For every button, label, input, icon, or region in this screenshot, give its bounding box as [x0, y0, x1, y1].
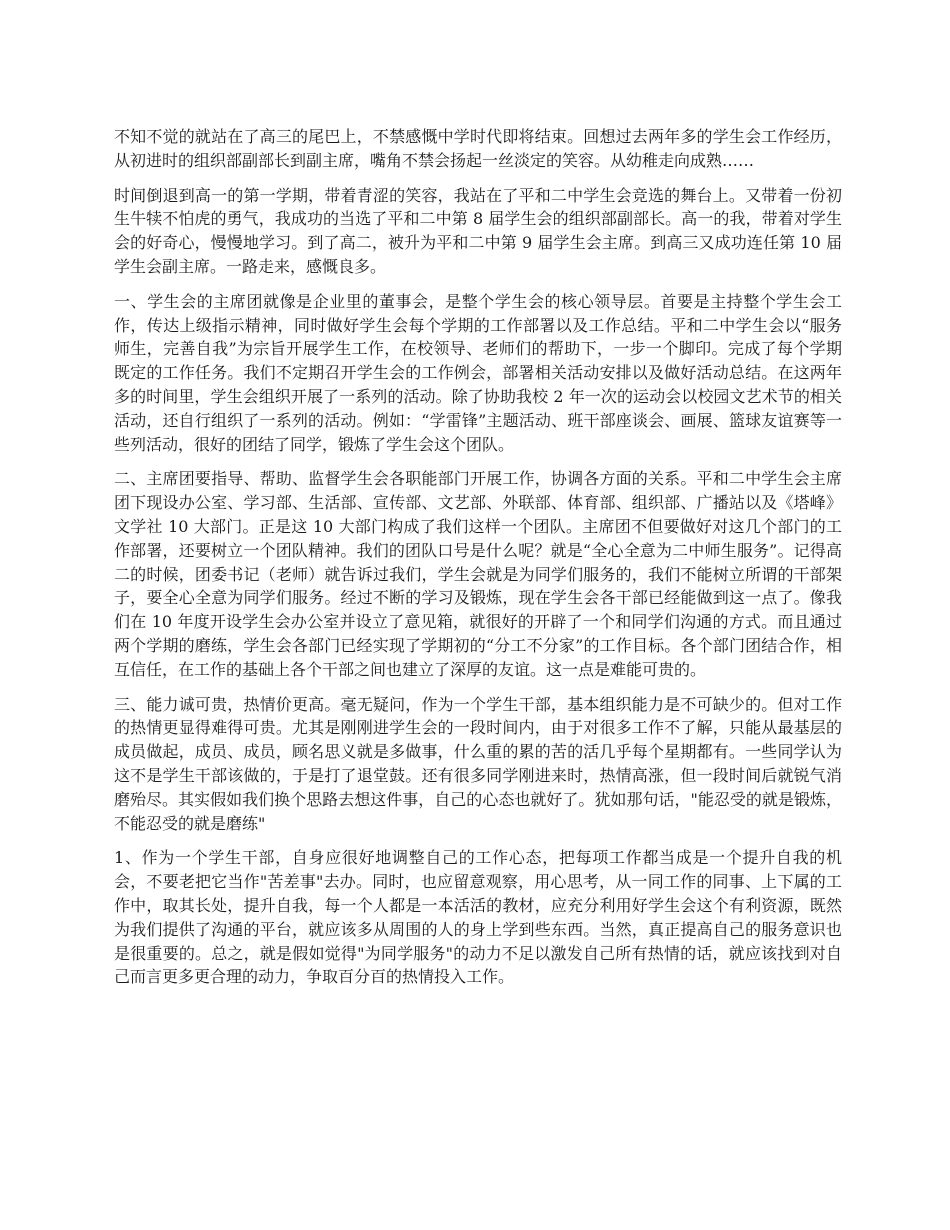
paragraph-history: 时间倒退到高一的第一学期，带着青涩的笑容，我站在了平和二中学生会竞选的舞台上。又带着一份初生牛犊不怕虎的勇气，我成功的当选了平和二中第 8 届学生会的组织部副部长。高一的我，带着对学生会的好奇心，慢慢地学习。到了高二，被升为平和二中第 9 届学生会主席。到高三又成功连任第 10 届学生会副主席。一路走来，感慨良多。: [114, 185, 842, 276]
paragraph-section-one: 一、学生会的主席团就像是企业里的董事会，是整个学生会的核心领导层。首要是主持整个学生会工作，传达上级指示精神，同时做好学生会每个学期的工作部署以及工作总结。平和二中学生会以“服务师生，完善自我”为宗旨开展学生工作，在校领导、老师们的帮助下，一步一个脚印。完成了每个学期既定的工作任务。我们不定期召开学生会的工作例会，部署相关活动安排以及做好活动总结。在这两年多的时间里，学生会组织开展了一系列的活动。除了协助我校 2 年一次的运动会以校园文艺术节的相关活动，还自行组织了一系列的活动。例如：“学雷锋”主题活动、班干部座谈会、画展、篮球友谊赛等一些列活动，很好的团结了同学，锻炼了学生会这个团队。: [114, 291, 842, 454]
paragraph-intro: 不知不觉的就站在了高三的尾巴上，不禁感慨中学时代即将结束。回想过去两年多的学生会工作经历，从初进时的组织部副部长到副主席，嘴角不禁会扬起一丝淡定的笑容。从幼稚走向成熟……: [114, 127, 842, 170]
paragraph-section-two: 二、主席团要指导、帮助、监督学生会各职能部门开展工作，协调各方面的关系。平和二中学生会主席团下现设办公室、学习部、生活部、宣传部、文艺部、外联部、体育部、组织部、广播站以及《塔峰》文学社 10 大部门。正是这 10 大部门构成了我们这样一个团队。主席团不但要做好对这几个部门的工作部署，还要树立一个团队精神。我们的团队口号是什么呢？就是“全心全意为二中师生服务”。记得高二的时候，团委书记（老师）就告诉过我们，学生会就是为同学们服务的，我们不能树立所谓的干部架子，要全心全意为同学们服务。经过不断的学习及锻炼，现在学生会各干部已经能做到这一点了。像我们在 10 年度开设学生会办公室并设立了意见箱，就很好的开辟了一个和同学们沟通的方式。而且通过两个学期的磨练，学生会各部门已经实现了学期初的“分工不分家”的工作目标。各个部门团结合作，相互信任，在工作的基础上各个干部之间也建立了深厚的友谊。这一点是难能可贵的。: [114, 469, 842, 679]
document-body: [114, 125, 842, 1000]
paragraph-point-one: 1、作为一个学生干部，自身应很好地调整自己的工作心态，把每项工作都当成是一个提升自我的机会，不要老把它当作"苦差事"去办。同时，也应留意观察，用心思考，从一同工作的同事、上下属的工作中，取其长处，提升自我，每一个人都是一本活活的教材，应充分利用好学生会这个有利资源，既然为我们提供了沟通的平台，就应该多从周围的人的身上学到些东西。当然，真正提高自己的服务意识也是很重要的。总之，就是假如觉得"为同学服务"的动力不足以激发自己所有热情的话，就应该找到对自己而言更多更合理的动力，争取百分百的热情投入工作。: [114, 848, 842, 987]
paragraph-section-three: 三、能力诚可贵，热情价更高。毫无疑问，作为一个学生干部，基本组织能力是不可缺少的。但对工作的热情更显得难得可贵。尤其是刚刚进学生会的一段时间内，由于对很多工作不了解，只能从最基层的成员做起，成员、成员，顾名思义就是多做事，什么重的累的苦的活几乎每个星期都有。一些同学认为这不是学生干部该做的，于是打了退堂鼓。还有很多同学刚进来时，热情高涨，但一段时间后就锐气消磨殆尽。其实假如我们换个思路去想这件事，自己的心态也就好了。犹如那句话，"能忍受的就是锻炼，不能忍受的就是磨练": [114, 694, 842, 833]
